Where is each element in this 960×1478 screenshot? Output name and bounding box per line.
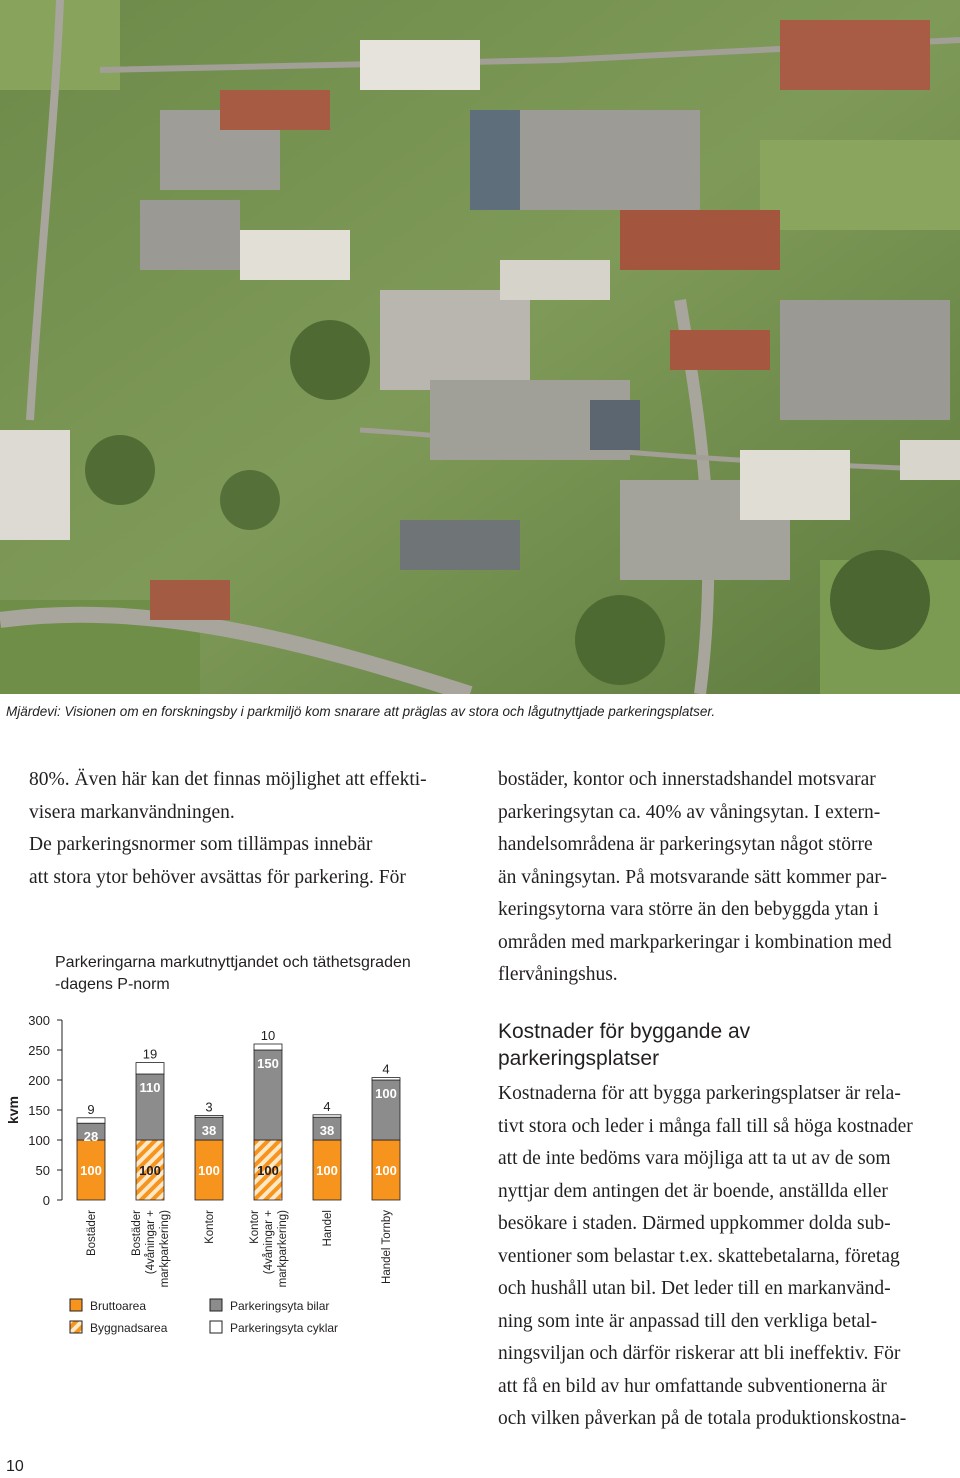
- section-heading: [498, 1018, 958, 1072]
- text-line: handelsområdena är parkeringsytan något större: [498, 834, 873, 855]
- text-line: Kostnaderna för att bygga parkeringsplatser är rela-: [498, 1083, 901, 1104]
- legend-label: Bruttoarea: [90, 1299, 147, 1313]
- category-label: Kontor: [204, 1210, 216, 1244]
- data-label: 100: [198, 1163, 220, 1178]
- data-label: 100: [257, 1163, 279, 1178]
- bar-segment: [195, 1115, 223, 1117]
- chart-title-line: Parkeringarna markutnyttjandet och täthetsgraden: [55, 954, 411, 971]
- legend-label: Parkeringsyta bilar: [230, 1299, 330, 1313]
- y-tick-label: 200: [28, 1073, 50, 1088]
- paragraph: [29, 764, 464, 829]
- category-label: Bostäder: [86, 1210, 98, 1257]
- paragraph: [498, 764, 958, 992]
- text-line: än våningsytan. På motsvarande sätt kommer par-: [498, 866, 887, 888]
- category-label: Handel: [322, 1210, 334, 1247]
- data-label: 3: [205, 1099, 213, 1115]
- aerial-photo: [0, 0, 960, 694]
- text-line: De parkeringsnormer som tillämpas innebär: [29, 834, 373, 855]
- legend-swatch: [210, 1321, 222, 1333]
- category-label: (4våningar +: [263, 1210, 275, 1275]
- y-tick-label: 100: [28, 1133, 50, 1148]
- legend-swatch: [210, 1299, 222, 1311]
- text-line: 80%. Även här kan det finnas möjlighet att effekti-: [29, 769, 427, 790]
- legend-swatch: [70, 1299, 82, 1311]
- right-column: [498, 764, 958, 992]
- text-line: ning som inte är anpassad till den verkliga betal-: [498, 1310, 878, 1332]
- data-label: 100: [316, 1163, 338, 1178]
- bar-segment: [372, 1078, 400, 1080]
- data-label: 100: [139, 1163, 161, 1178]
- y-tick-label: 300: [28, 1013, 50, 1028]
- bar-segment: [313, 1115, 341, 1117]
- text-line: och hushåll utan bil. Det leder till en markanvänd-: [498, 1278, 891, 1299]
- page-number: 10: [6, 1458, 24, 1475]
- text-line: och vilken påverkan på de totala produktionskostna-: [498, 1408, 907, 1429]
- heading-line: Kostnader för byggande av: [498, 1020, 751, 1043]
- text-line: visera markanvändningen.: [29, 801, 235, 823]
- category-label: Bostäder: [131, 1210, 143, 1257]
- bar-segment: [77, 1118, 105, 1123]
- legend-swatch: [70, 1321, 82, 1333]
- y-tick-label: 0: [42, 1193, 50, 1208]
- section-body: [498, 1078, 958, 1436]
- parking-stacked-bar-chart: [0, 1010, 480, 1360]
- text-line: tivt stora och leder i många fall till så höga kostnader: [498, 1115, 913, 1137]
- data-label: 10: [260, 1028, 276, 1043]
- y-tick-label: 150: [28, 1103, 50, 1118]
- data-label: 4: [382, 1061, 390, 1077]
- text-line: ventioner som belastar t.ex. skattebetalarna, företag: [498, 1245, 900, 1267]
- data-label: 19: [142, 1046, 158, 1062]
- y-axis-label: kvm: [5, 1095, 21, 1125]
- text-line: keringsytorna vara större än den bebyggda ytan i: [498, 899, 879, 920]
- text-line: flervåningshus.: [498, 964, 618, 985]
- data-label: 4: [323, 1098, 331, 1114]
- text-line: att stora ytor behöver avsättas för parkering. För: [29, 866, 406, 888]
- data-label: 9: [87, 1101, 95, 1117]
- bar-segment: [136, 1063, 164, 1074]
- legend-label: Byggnadsarea: [90, 1321, 168, 1335]
- text-line: parkeringsytan ca. 40% av våningsytan. I extern-: [498, 801, 881, 823]
- data-label: 38: [319, 1123, 335, 1139]
- data-label: 100: [80, 1163, 102, 1178]
- data-label: 28: [83, 1129, 99, 1145]
- data-label: 110: [139, 1080, 161, 1095]
- text-line: besökare i staden. Därmed uppkommer dolda sub-: [498, 1213, 891, 1234]
- category-label: (4våningar +: [145, 1210, 157, 1275]
- category-label: Handel Tornby: [381, 1210, 393, 1284]
- heading-line: parkeringsplatser: [498, 1047, 660, 1070]
- bar-segment: [254, 1044, 282, 1050]
- legend-label: Parkeringsyta cyklar: [230, 1321, 339, 1335]
- data-label: 150: [257, 1056, 279, 1071]
- y-tick-label: 250: [28, 1043, 50, 1058]
- data-label: 100: [375, 1163, 397, 1178]
- y-tick-label: 50: [35, 1163, 50, 1178]
- category-label: markparkering): [159, 1210, 171, 1288]
- text-line: ningsviljan och därför riskerar att bli ineffektiv. För: [498, 1343, 901, 1364]
- category-label: Kontor: [249, 1210, 261, 1244]
- text-line: nyttjar dem antingen det är boende, anställda eller: [498, 1180, 888, 1202]
- paragraph: [29, 829, 464, 894]
- text-line: områden med markparkeringar i kombination med: [498, 931, 892, 953]
- category-label: markparkering): [277, 1210, 289, 1288]
- text-line: att få en bild av hur omfattande subventionerna är: [498, 1375, 887, 1397]
- data-label: 38: [201, 1123, 217, 1139]
- photo-caption: Mjärdevi: Visionen om en forskningsby i parkmiljö kom snarare att präglas av stora och lågutnyttjade parkeringsplatser.: [6, 704, 716, 719]
- aerial-photo-icon: [0, 0, 960, 694]
- text-line: att de inte bedöms vara möjliga att ta ut av de som: [498, 1148, 891, 1169]
- chart-title: [55, 952, 475, 996]
- chart-title-line: -dagens P-norm: [55, 976, 170, 993]
- text-line: bostäder, kontor och innerstadshandel motsvarar: [498, 769, 876, 790]
- data-label: 100: [375, 1086, 397, 1101]
- left-column: [29, 764, 464, 894]
